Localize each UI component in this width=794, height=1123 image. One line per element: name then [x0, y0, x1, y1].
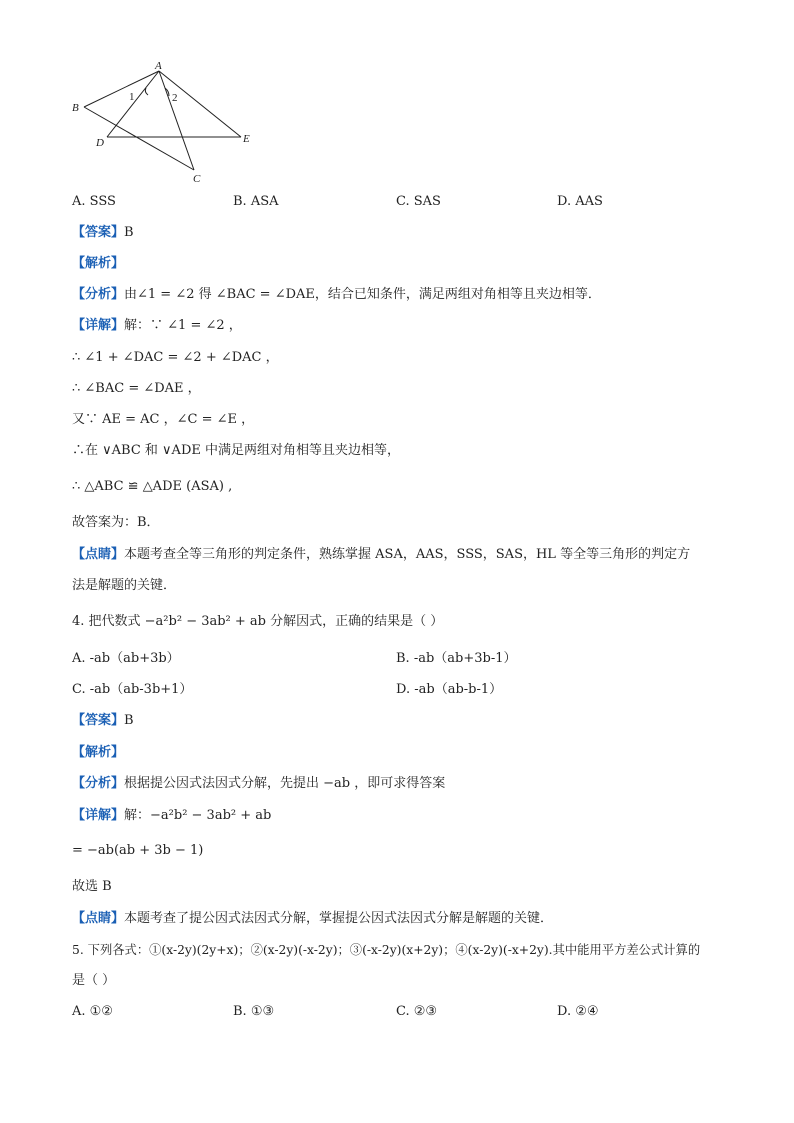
dianjing-tag: 【点睛】	[72, 911, 125, 926]
dianjing-tag: 【点睛】	[72, 547, 125, 562]
q4-conclusion: 故选 B	[72, 879, 112, 894]
q3-jiexi-tag: 【解析】	[72, 256, 125, 271]
q5-option-a: A. ①②	[72, 1004, 113, 1019]
step-1: 解：−a²b² − 3ab² + ab	[124, 808, 272, 823]
answer-tag: 【答案】	[72, 225, 125, 240]
q3-dianjing-line-1	[72, 547, 690, 563]
q4-dianjing-line	[72, 911, 553, 927]
q4-answer-line	[72, 713, 134, 729]
segment-AB	[84, 71, 159, 107]
answer-tag: 【答案】	[72, 713, 125, 728]
step-1: 解：∵ ∠1 = ∠2 ，	[124, 318, 242, 333]
dianjing-text: 本题考查了提公因式法因式分解，掌握提公因式法因式分解是解题的关键．	[124, 911, 554, 926]
xiangjie-tag: 【详解】	[72, 808, 125, 823]
q3-option-c: C. SAS	[396, 194, 441, 209]
q3-answer-line	[72, 225, 134, 241]
label-D: D	[96, 137, 104, 149]
q3-step-2: ∴ ∠1 + ∠DAC = ∠2 + ∠DAC ，	[72, 350, 279, 365]
segment-AC	[159, 71, 194, 170]
q3-option-d: D. AAS	[557, 194, 603, 209]
q4-step-2: = −ab(ab + 3b − 1)	[72, 843, 204, 858]
q4-xiangjie-line	[72, 808, 271, 824]
q4-option-c: C. -ab（ab-3b+1）	[72, 682, 193, 697]
fenxi-text: 由∠1 = ∠2 得 ∠BAC = ∠DAE，结合已知条件，满足两组对角相等且夹边相等．	[124, 287, 601, 302]
q3-step-5: ∴在 ∨ABC 和 ∨ADE 中满足两组对角相等且夹边相等，	[72, 443, 400, 458]
q3-xiangjie-line	[72, 318, 242, 334]
q5-stem-line-1: 5. 下列各式：①(x-2y)(2y+x)；②(x-2y)(-x-2y)；③(-x-2y)(x+2y)；④(x-2y)(-x+2y).其中能用平方差公式计算的	[72, 943, 701, 957]
q3-step-3: ∴ ∠BAC = ∠DAE ，	[72, 381, 201, 396]
q3-conclusion: 故答案为：B．	[72, 515, 160, 530]
angle-1-arc	[145, 88, 148, 95]
q3-option-b: B. ASA	[233, 194, 279, 209]
q3-step-6: ∴ △ABC ≌ △ADE (ASA) ,	[72, 479, 233, 494]
dianjing-text-1: 本题考查全等三角形的判定条件，熟练掌握 ASA，AAS，SSS，SAS，HL 等全等三角形的判定方	[124, 547, 691, 562]
label-C: C	[193, 173, 201, 185]
q4-fenxi-line	[72, 776, 445, 792]
q5-option-d: D. ②④	[557, 1004, 599, 1019]
q4-stem: 4. 把代数式 −a²b² − 3ab² + ab 分解因式，正确的结果是（ ）	[72, 614, 444, 629]
q3-dianjing-line-2: 法是解题的关键．	[72, 578, 177, 593]
answer-value: B	[124, 713, 134, 728]
xiangjie-tag: 【详解】	[72, 318, 125, 333]
fenxi-tag: 【分析】	[72, 776, 125, 791]
q4-option-a: A. -ab（ab+3b）	[72, 651, 180, 666]
triangle-figure	[66, 58, 266, 188]
label-B: B	[72, 102, 79, 114]
q5-stem-line-2: 是（ ）	[72, 973, 116, 988]
label-angle-2: 2	[172, 92, 178, 104]
q5-option-b: B. ①③	[233, 1004, 275, 1019]
q3-option-a: A. SSS	[72, 194, 116, 209]
label-E: E	[243, 133, 250, 145]
segment-AD	[107, 71, 159, 137]
label-A: A	[155, 60, 162, 72]
fenxi-text: 根据提公因式法因式分解，先提出 −ab ，即可求得答案	[124, 776, 446, 791]
segment-AE	[159, 71, 241, 137]
answer-value: B	[124, 225, 134, 240]
q4-option-d: D. -ab（ab-b-1）	[396, 682, 503, 697]
q4-option-b: B. -ab（ab+3b-1）	[396, 651, 517, 666]
label-angle-1: 1	[129, 91, 135, 103]
fenxi-tag: 【分析】	[72, 287, 125, 302]
q3-fenxi-line	[72, 287, 601, 303]
q4-jiexi-tag: 【解析】	[72, 745, 125, 760]
q3-step-4: 又∵ AE = AC ，∠C = ∠E ，	[72, 412, 255, 427]
q5-option-c: C. ②③	[396, 1004, 438, 1019]
